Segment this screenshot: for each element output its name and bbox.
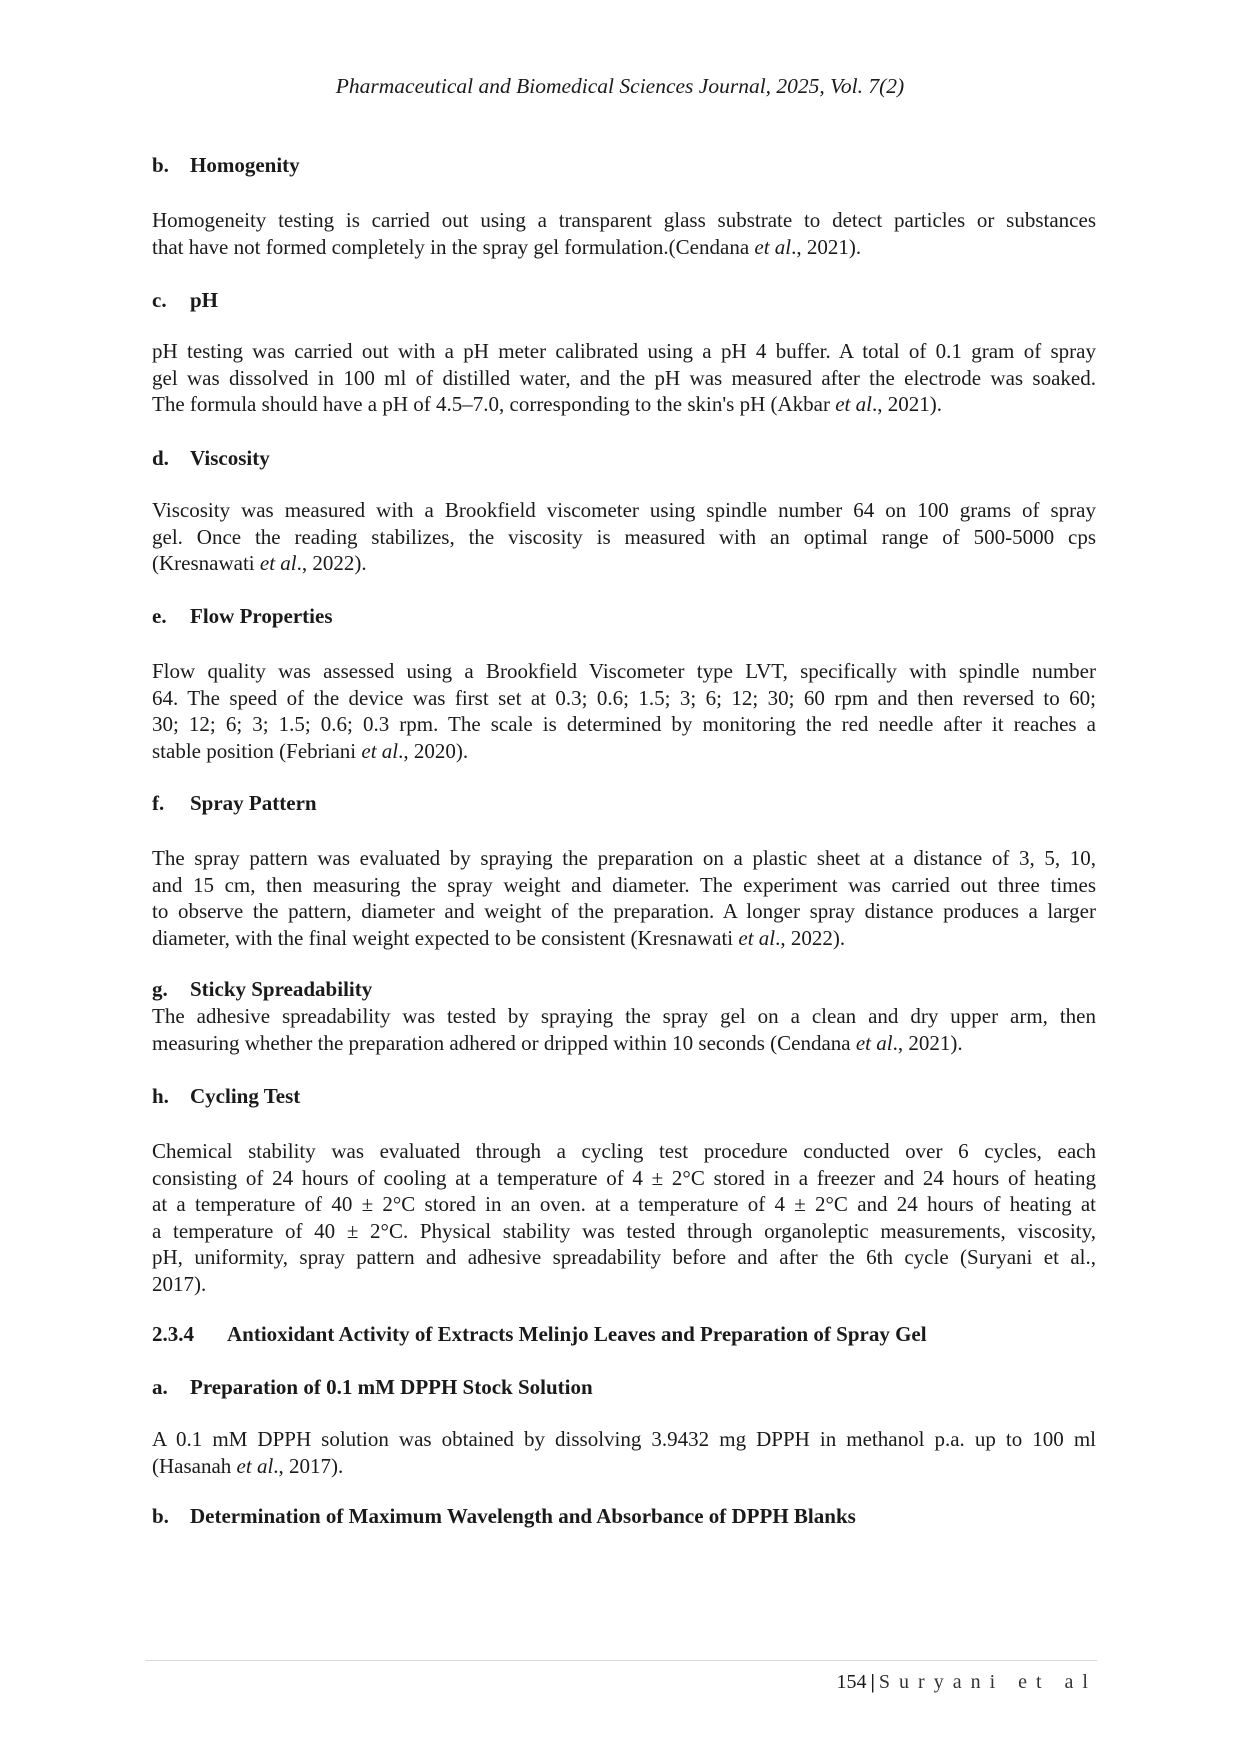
- text-line: pH testing was carried out with a pH meter calibrated using a pH 4 buffer. A total of 0.1 gram of spray: [152, 339, 1096, 363]
- subsection-heading-antioxidant-activity: [152, 1322, 927, 1347]
- text-line: and 15 cm, then measuring the spray weight and diameter. The experiment was carried out three times: [152, 872, 1096, 897]
- section-title: pH: [190, 288, 219, 312]
- footer-separator: |: [870, 1671, 875, 1693]
- paragraph-ph: [152, 338, 1096, 418]
- text-line: gel was dissolved in 100 ml of distilled water, and the pH was measured after the electrode was soaked.: [152, 365, 1096, 390]
- section-title: Sticky Spreadability: [190, 977, 373, 1001]
- section-heading-flow-properties: [152, 604, 333, 629]
- text-line: 2017).: [152, 1271, 207, 1296]
- text-line: that have not formed completely in the spray gel formulation.(Cendana et al., 2021).: [152, 234, 862, 259]
- section-heading-maximum-wavelength: [152, 1504, 856, 1529]
- section-heading-viscosity: [152, 446, 270, 471]
- section-number: a.: [152, 1375, 168, 1399]
- text-line: The spray pattern was evaluated by spraying the preparation on a plastic sheet at a distance of 3, 5, 10,: [152, 846, 1096, 870]
- section-title: Preparation of 0.1 mM DPPH Stock Solution: [190, 1375, 593, 1399]
- section-number: 2.3.4: [152, 1322, 194, 1346]
- section-heading-spray-pattern: [152, 791, 317, 816]
- section-title: Determination of Maximum Wavelength and Absorbance of DPPH Blanks: [190, 1504, 856, 1528]
- section-number: b.: [152, 1504, 169, 1528]
- paragraph-viscosity: [152, 497, 1096, 577]
- paragraph-dpph-stock-solution: [152, 1426, 1096, 1479]
- paragraph-homogenity: [152, 207, 1096, 260]
- page-footer: [837, 1671, 1098, 1694]
- section-heading-dpph-stock-solution: [152, 1375, 593, 1400]
- text-line: at a temperature of 40 ± 2°C stored in an oven. at a temperature of 4 ± 2°C and 24 hours of heating at: [152, 1192, 1096, 1216]
- page-number: 154: [836, 1671, 867, 1693]
- text-line: 30; 12; 6; 3; 1.5; 0.6; 0.3 rpm. The scale is determined by monitoring the red needle after it reaches a: [152, 712, 1096, 736]
- section-number: f.: [152, 791, 165, 815]
- text-line: stable position (Febriani et al., 2020).: [152, 738, 469, 763]
- text-line: The formula should have a pH of 4.5–7.0, corresponding to the skin's pH (Akbar et al., 2021).: [152, 392, 942, 416]
- text-line: a temperature of 40 ± 2°C. Physical stability was tested through organoleptic measurements, viscosity,: [152, 1218, 1096, 1243]
- section-title: Viscosity: [190, 446, 270, 470]
- text-line: consisting of 24 hours of cooling at a temperature of 4 ± 2°C stored in a freezer and 24 hours of heating: [152, 1165, 1096, 1190]
- section-number: g.: [152, 977, 168, 1001]
- section-title: Antioxidant Activity of Extracts Melinjo Leaves and Preparation of Spray Gel: [227, 1322, 927, 1346]
- section-heading-cycling-test: [152, 1084, 300, 1109]
- section-title: Spray Pattern: [190, 791, 317, 815]
- section-heading-sticky-spreadability: [152, 977, 372, 1002]
- section-heading-homogenity: [152, 153, 300, 178]
- paragraph-flow-properties: [152, 658, 1096, 764]
- paragraph-sticky-spreadability: [152, 1003, 1096, 1056]
- section-number: c.: [152, 288, 167, 312]
- text-line: pH, uniformity, spray pattern and adhesive spreadability before and after the 6th cycle (Suryani et al.,: [152, 1245, 1096, 1269]
- text-line: Chemical stability was evaluated through a cycling test procedure conducted over 6 cycles, each: [152, 1139, 1096, 1163]
- text-line: to observe the pattern, diameter and weight of the preparation. A longer spray distance produces a larger: [152, 899, 1096, 923]
- text-line: A 0.1 mM DPPH solution was obtained by dissolving 3.9432 mg DPPH in methanol p.a. up to 100 ml: [152, 1427, 1096, 1451]
- text-line: gel. Once the reading stabilizes, the viscosity is measured with an optimal range of 500-5000 cps: [152, 524, 1096, 549]
- text-line: diameter, with the final weight expected to be consistent (Kresnawati et al., 2022).: [152, 925, 846, 950]
- text-line: (Kresnawati et al., 2022).: [152, 551, 367, 575]
- text-line: 64. The speed of the device was first set at 0.3; 0.6; 1.5; 3; 6; 12; 30; 60 rpm and then reversed to 60;: [152, 685, 1096, 710]
- running-header: Pharmaceutical and Biomedical Sciences Journal, 2025, Vol. 7(2): [335, 74, 905, 98]
- footer-divider: [145, 1660, 1097, 1661]
- section-number: b.: [152, 153, 169, 177]
- text-line: Homogeneity testing is carried out using a transparent glass substrate to detect particles or substances: [152, 208, 1096, 232]
- paragraph-cycling-test: [152, 1138, 1096, 1297]
- section-title: Cycling Test: [190, 1084, 301, 1108]
- section-number: d.: [152, 446, 169, 470]
- section-heading-ph: [152, 288, 218, 313]
- text-line: The adhesive spreadability was tested by spraying the spray gel on a clean and dry upper arm, then: [152, 1004, 1096, 1028]
- section-number: h.: [152, 1084, 169, 1108]
- section-title: Homogenity: [190, 153, 300, 177]
- section-title: Flow Properties: [190, 604, 333, 628]
- text-line: measuring whether the preparation adhered or dripped within 10 seconds (Cendana et al., 2021).: [152, 1030, 963, 1055]
- paragraph-spray-pattern: [152, 845, 1096, 951]
- footer-authors: Suryani et al: [878, 1671, 1097, 1693]
- text-line: Viscosity was measured with a Brookfield viscometer using spindle number 64 on 100 grams of spray: [152, 498, 1096, 522]
- text-line: (Hasanah et al., 2017).: [152, 1453, 344, 1478]
- text-line: Flow quality was assessed using a Brookfield Viscometer type LVT, specifically with spindle number: [152, 659, 1096, 683]
- section-number: e.: [152, 604, 167, 628]
